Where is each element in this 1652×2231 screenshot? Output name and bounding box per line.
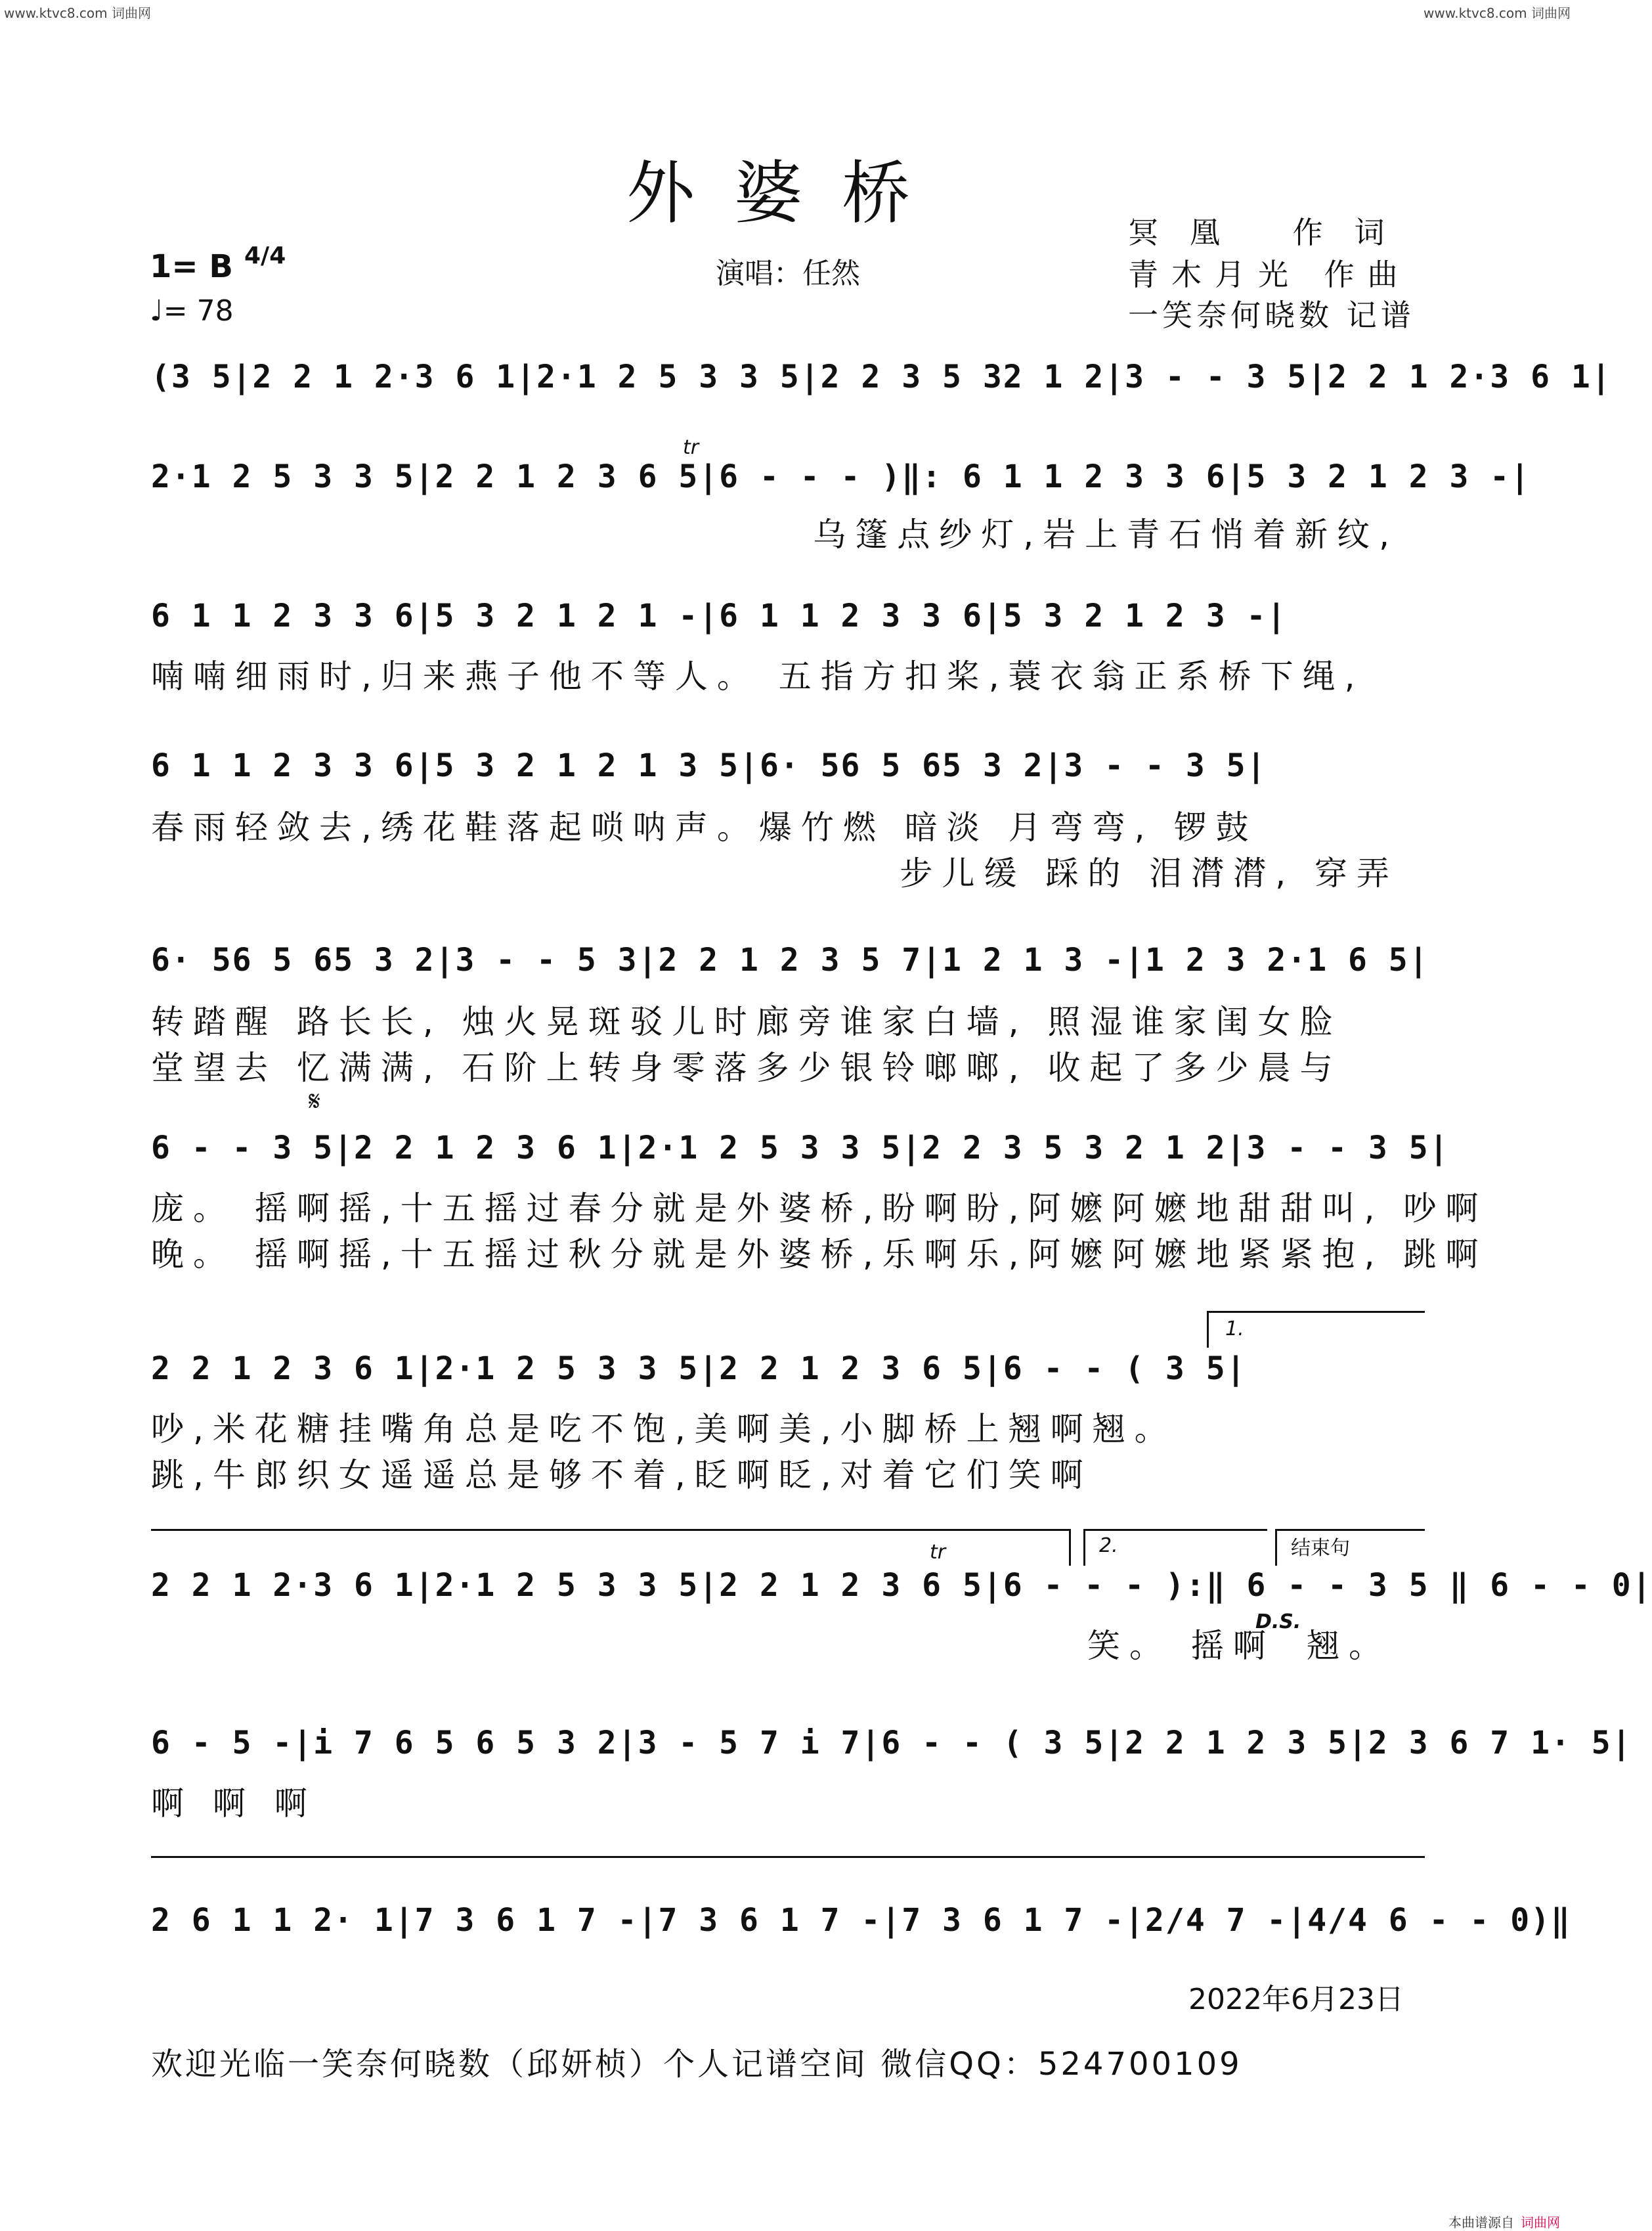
score-row-2: 2·1 2 5 3 3 5|2 2 1 2 3 6 5|6 - - - )‖: 6 1 1 2 3 3 6|5 3 2 1 2 3 -| <box>151 458 1531 495</box>
lyric-line-3a: 春雨轻敛去,绣花鞋落起唢呐声。爆竹燃 暗淡 月弯弯, 锣鼓 <box>151 808 1258 847</box>
ending-label: 结束句 <box>1291 1537 1350 1560</box>
trill-mark-1: tr <box>683 436 699 459</box>
volta-2-bracket <box>1083 1529 1267 1531</box>
lyricist-credit: 冥凰 作词 <box>1128 215 1416 250</box>
lyric-line-7b: 翘。 <box>1307 1627 1391 1665</box>
lyric-line-8: 啊 啊 啊 <box>151 1784 316 1822</box>
transcription-date: 2022年6月23日 <box>1188 1983 1404 2016</box>
volta-1-continuation <box>151 1529 1070 1531</box>
key-signature: 1= B <box>150 248 233 285</box>
ending-bracket-stem <box>1275 1529 1277 1566</box>
section-divider <box>151 1856 1425 1858</box>
score-row-9: 6 - 5 -|i 7 6 5 6 5 3 2|3 - 5 7 i 7|6 - - ( 3 5|2 2 1 2 3 5|2 3 6 7 1· 5| <box>151 1725 1632 1761</box>
lyric-line-6b: 跳,牛郎织女遥遥总是够不着,眨啊眨,对着它们笑啊 <box>151 1456 1093 1494</box>
singer-credit: 演唱：任然 <box>716 257 860 290</box>
lyric-line-6a: 吵,米花糖挂嘴角总是吃不饱,美啊美,小脚桥上翘啊翘。 <box>151 1410 1177 1448</box>
volta-1-label: 1. <box>1225 1317 1244 1340</box>
volta-2-bracket-stem <box>1083 1529 1085 1566</box>
score-row-10: 2 6 1 1 2· 1|7 3 6 1 7 -|7 3 6 1 7 -|7 3 6 1 7 -|2/4 7 -|4/4 6 - - 0)‖ <box>151 1902 1571 1939</box>
score-row-1: (3 5|2 2 1 2·3 6 1|2·1 2 5 3 3 5|2 2 3 5 32 1 2|3 - - 3 5|2 2 1 2·3 6 1| <box>151 359 1612 395</box>
watermark-top-left: www.ktvc8.com 词曲网 <box>4 5 152 21</box>
footer-note: 欢迎光临一笑奈何晓数（邱妍桢）个人记谱空间 微信QQ：524700109 <box>151 2046 1242 2083</box>
source-badge-text: 本曲谱源自 <box>1448 2215 1514 2230</box>
segno-sign: 𝄋 <box>309 1085 321 1117</box>
lyric-line-1: 乌篷点纱灯,岩上青石悄着新纹, <box>813 516 1399 554</box>
source-badge-site: 词曲网 <box>1521 2215 1560 2230</box>
lyric-line-4a: 转踏醒 路长长, 烛火晃斑驳儿时廊旁谁家白墙, 照湿谁家闺女脸 <box>151 1003 1342 1041</box>
lyric-line-5a: 庞。 摇啊摇,十五摇过春分就是外婆桥,盼啊盼,阿嬷阿嬷地甜甜叫, 吵啊 <box>151 1189 1488 1227</box>
volta-1-bracket <box>1207 1311 1425 1313</box>
volta-1-bracket-stem <box>1207 1311 1209 1348</box>
lyric-line-5b: 晚。 摇啊摇,十五摇过秋分就是外婆桥,乐啊乐,阿嬷阿嬷地紧紧抱, 跳啊 <box>151 1235 1488 1273</box>
transcriber-credit: 一笑奈何晓数 记谱 <box>1128 298 1415 333</box>
lyric-line-7a: 笑。 摇啊 <box>1087 1627 1275 1665</box>
ds-mark: D.S. <box>1255 1610 1301 1633</box>
tempo-marking: ♩= 78 <box>150 294 234 328</box>
score-row-3: 6 1 1 2 3 3 6|5 3 2 1 2 1 -|6 1 1 2 3 3 6|5 3 2 1 2 3 -| <box>151 598 1288 634</box>
composer-credit: 青木月光 作曲 <box>1128 257 1411 292</box>
trill-mark-2: tr <box>930 1541 946 1564</box>
watermark-top-right: www.ktvc8.com 词曲网 <box>1423 5 1571 21</box>
lyric-line-2: 喃喃细雨时,归来燕子他不等人。 五指方扣桨,蓑衣翁正系桥下绳, <box>151 657 1364 696</box>
song-title: 外婆桥 <box>626 153 949 233</box>
lyric-line-4b: 堂望去 忆满满, 石阶上转身零落多少银铃啷啷, 收起了多少晨与 <box>151 1049 1342 1087</box>
score-row-8: 2 2 1 2·3 6 1|2·1 2 5 3 3 5|2 2 1 2 3 6 5|6 - - - ):‖ 6 - - 3 5 ‖ 6 - - 0| <box>151 1567 1652 1604</box>
ending-bracket <box>1275 1529 1425 1531</box>
volta-1-continuation-end <box>1069 1529 1071 1566</box>
score-row-6: 6 - - 3 5|2 2 1 2 3 6 1|2·1 2 5 3 3 5|2 2 3 5 3 2 1 2|3 - - 3 5| <box>151 1130 1450 1166</box>
score-row-4: 6 1 1 2 3 3 6|5 3 2 1 2 1 3 5|6· 56 5 65 3 2|3 - - 3 5| <box>151 747 1267 784</box>
score-row-7: 2 2 1 2 3 6 1|2·1 2 5 3 3 5|2 2 1 2 3 6 5|6 - - ( 3 5| <box>151 1350 1247 1387</box>
volta-2-label: 2. <box>1099 1534 1118 1557</box>
score-row-5: 6· 56 5 65 3 2|3 - - 5 3|2 2 1 2 3 5 7|1 2 1 3 -|1 2 3 2·1 6 5| <box>151 942 1429 979</box>
time-signature: 4/4 <box>244 242 286 269</box>
lyric-line-3b: 步儿缓 踩的 泪潸潸, 穿弄 <box>900 854 1399 893</box>
